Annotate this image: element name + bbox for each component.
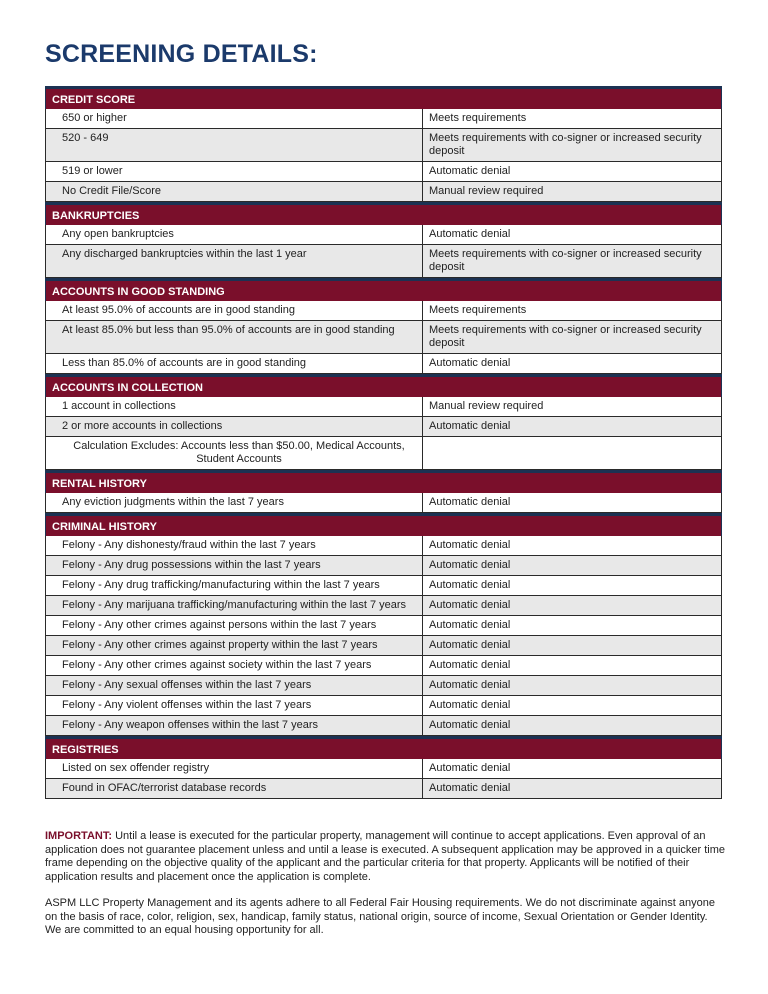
result-cell: Automatic denial bbox=[429, 782, 511, 794]
result-cell: Meets requirements bbox=[429, 304, 527, 316]
criteria-cell: Calculation Excludes: Accounts less than $50.00, Medical Accounts, Student Accounts bbox=[46, 437, 423, 469]
table-row bbox=[45, 536, 722, 556]
result-cell: Automatic denial bbox=[429, 699, 511, 711]
table-row bbox=[45, 696, 722, 716]
table-row bbox=[45, 321, 722, 354]
table-row bbox=[45, 493, 722, 513]
result-cell: Automatic denial bbox=[429, 599, 511, 611]
table-row bbox=[45, 301, 722, 321]
table-row bbox=[45, 225, 722, 245]
criteria-cell: Any open bankruptcies bbox=[46, 225, 423, 244]
criteria-cell: Felony - Any violent offenses within the last 7 years bbox=[46, 696, 423, 715]
table-row bbox=[45, 779, 722, 799]
criteria-cell: Felony - Any other crimes against property within the last 7 years bbox=[46, 636, 423, 655]
section-header: ACCOUNTS IN COLLECTION bbox=[45, 374, 722, 397]
table-row bbox=[45, 556, 722, 576]
result-cell: Automatic denial bbox=[429, 579, 511, 591]
section-header: BANKRUPTCIES bbox=[45, 202, 722, 225]
result-cell: Automatic denial bbox=[429, 639, 511, 651]
criteria-cell: Felony - Any drug possessions within the last 7 years bbox=[46, 556, 423, 575]
table-row bbox=[45, 354, 722, 374]
result-cell: Automatic denial bbox=[429, 559, 511, 571]
result-cell: Manual review required bbox=[429, 185, 544, 197]
table-row bbox=[45, 397, 722, 417]
fair-housing-note: ASPM LLC Property Management and its agents adhere to all Federal Fair Housing requirements. We do not discriminate against anyone on the basis of race, color, religion, sex, handicap, family status, national origin, source of income, Sexual Orientation or Gender Identity. We are committed to an equal housing opportunity for all. bbox=[45, 897, 715, 936]
table-row bbox=[45, 636, 722, 656]
section-header: RENTAL HISTORY bbox=[45, 470, 722, 493]
criteria-cell: Found in OFAC/terrorist database records bbox=[46, 779, 423, 798]
table-row bbox=[45, 109, 722, 129]
result-cell: Automatic denial bbox=[429, 762, 511, 774]
result-cell: Automatic denial bbox=[429, 539, 511, 551]
criteria-cell: Felony - Any sexual offenses within the last 7 years bbox=[46, 676, 423, 695]
criteria-cell: Felony - Any weapon offenses within the last 7 years bbox=[46, 716, 423, 735]
result-cell: Manual review required bbox=[429, 400, 544, 412]
criteria-cell: 519 or lower bbox=[46, 162, 423, 181]
section-header: CREDIT SCORE bbox=[45, 86, 722, 109]
table-row bbox=[45, 616, 722, 636]
result-cell: Automatic denial bbox=[429, 719, 511, 731]
important-note bbox=[45, 830, 725, 884]
criteria-cell: Felony - Any other crimes against society within the last 7 years bbox=[46, 656, 423, 675]
section-header: ACCOUNTS IN GOOD STANDING bbox=[45, 278, 722, 301]
table-row bbox=[45, 129, 722, 162]
table-row bbox=[45, 676, 722, 696]
page-title: SCREENING DETAILS: bbox=[45, 40, 318, 68]
result-cell: Automatic denial bbox=[429, 165, 511, 177]
criteria-cell: At least 85.0% but less than 95.0% of accounts are in good standing bbox=[46, 321, 423, 353]
result-cell: Meets requirements with co-signer or increased security deposit bbox=[429, 324, 702, 349]
criteria-cell: No Credit File/Score bbox=[46, 182, 423, 201]
result-cell: Automatic denial bbox=[429, 357, 511, 369]
criteria-cell: Any eviction judgments within the last 7 years bbox=[46, 493, 423, 512]
result-cell: Meets requirements with co-signer or increased security deposit bbox=[429, 132, 702, 157]
criteria-cell: Felony - Any marijuana trafficking/manufacturing within the last 7 years bbox=[46, 596, 423, 615]
table-row bbox=[45, 437, 722, 470]
table-row bbox=[45, 596, 722, 616]
result-cell: Automatic denial bbox=[429, 420, 511, 432]
result-cell: Meets requirements bbox=[429, 112, 527, 124]
table-row bbox=[45, 245, 722, 278]
result-cell: Automatic denial bbox=[429, 228, 511, 240]
table-row bbox=[45, 576, 722, 596]
table-row bbox=[45, 656, 722, 676]
important-text: Until a lease is executed for the particular property, management will continue to accept applications. Even approval of an application does not guarantee placement unless and until a lease is executed. A subsequent application may be approved in a quicker time frame depending on the objective quality of the applicant and the particular criteria for that property. Applicants will be notified of their application results and placement once the application is complete. bbox=[45, 830, 726, 883]
screening-table bbox=[45, 86, 722, 799]
result-cell: Automatic denial bbox=[429, 619, 511, 631]
criteria-cell: 1 account in collections bbox=[46, 397, 423, 416]
criteria-cell: Felony - Any dishonesty/fraud within the last 7 years bbox=[46, 536, 423, 555]
result-cell bbox=[423, 437, 721, 469]
result-cell: Automatic denial bbox=[429, 679, 511, 691]
result-cell: Automatic denial bbox=[429, 659, 511, 671]
criteria-cell: 520 - 649 bbox=[46, 129, 423, 161]
table-row bbox=[45, 759, 722, 779]
section-header: CRIMINAL HISTORY bbox=[45, 513, 722, 536]
criteria-cell: 650 or higher bbox=[46, 109, 423, 128]
criteria-cell: At least 95.0% of accounts are in good standing bbox=[46, 301, 423, 320]
criteria-cell: Felony - Any other crimes against persons within the last 7 years bbox=[46, 616, 423, 635]
table-row bbox=[45, 716, 722, 736]
criteria-cell: Less than 85.0% of accounts are in good standing bbox=[46, 354, 423, 373]
criteria-cell: Any discharged bankruptcies within the last 1 year bbox=[46, 245, 423, 277]
result-cell: Automatic denial bbox=[429, 496, 511, 508]
criteria-cell: 2 or more accounts in collections bbox=[46, 417, 423, 436]
table-row bbox=[45, 417, 722, 437]
result-cell: Meets requirements with co-signer or increased security deposit bbox=[429, 248, 702, 273]
table-row bbox=[45, 162, 722, 182]
criteria-cell: Felony - Any drug trafficking/manufacturing within the last 7 years bbox=[46, 576, 423, 595]
table-row bbox=[45, 182, 722, 202]
notes bbox=[45, 830, 725, 951]
criteria-cell: Listed on sex offender registry bbox=[46, 759, 423, 778]
important-label: IMPORTANT: bbox=[45, 830, 113, 842]
section-header: REGISTRIES bbox=[45, 736, 722, 759]
